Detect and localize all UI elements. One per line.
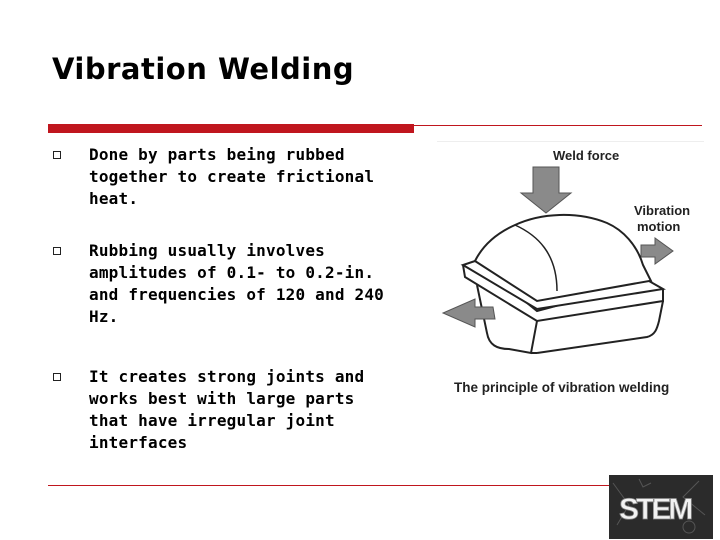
stem-logo-graphic [609, 475, 713, 539]
footer-divider [48, 485, 616, 486]
vibration-label-line1: Vibration [634, 203, 691, 218]
red-accent-bar [48, 124, 414, 133]
logo-text: STEM [619, 493, 691, 526]
bullet-item [52, 144, 392, 210]
diagram-graphic [437, 141, 704, 402]
square-bullet-icon [53, 151, 61, 159]
stem-logo [609, 475, 713, 539]
square-bullet-icon [53, 373, 61, 381]
thin-divider [414, 125, 702, 126]
down-arrow-icon [521, 167, 571, 213]
slide-title: Vibration Welding [52, 52, 355, 86]
bullet-item [52, 240, 392, 328]
square-bullet-icon [53, 247, 61, 255]
right-arrow-icon [641, 238, 673, 264]
figure-caption: The principle of vibration welding [454, 380, 670, 395]
weld-force-label: Weld force [553, 148, 620, 163]
bullet-text: It creates strong joints and works best with large parts that have irregular joint interfaces [89, 367, 365, 452]
left-arrow-icon [443, 299, 495, 327]
vibration-welding-diagram [437, 141, 704, 402]
bullet-text: Rubbing usually involves amplitudes of 0.1- to 0.2-in. and frequencies of 120 and 240 Hz. [89, 241, 384, 326]
vibration-label-line2: motion [637, 219, 681, 234]
bullet-text: Done by parts being rubbed together to create frictional heat. [89, 145, 375, 208]
bullet-item [52, 366, 392, 454]
title-underline [48, 124, 702, 134]
